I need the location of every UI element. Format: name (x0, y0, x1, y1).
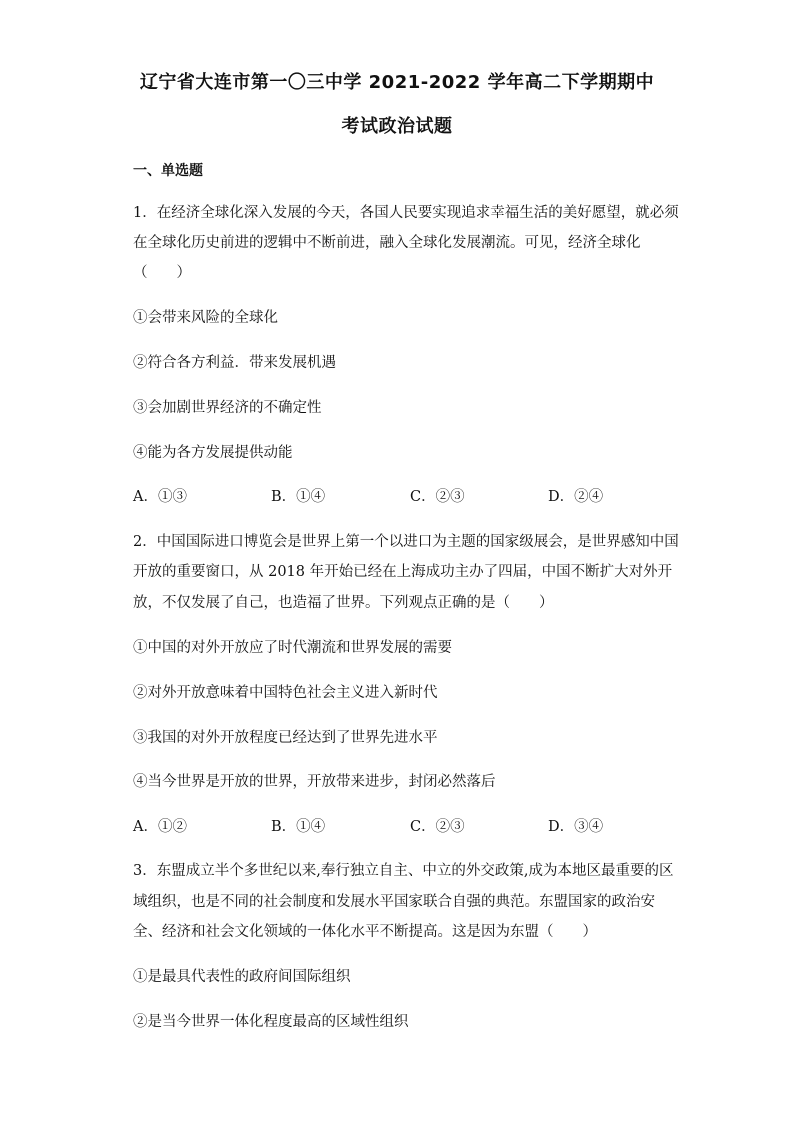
q3-stem-line-2: 域组织，也是不同的社会制度和发展水平国家联合自强的典范。东盟国家的政治安 (133, 894, 655, 910)
q2-item-4: ④当今世界是开放的世界，开放带来进步，封闭必然落后 (133, 774, 496, 790)
q2-item-3: ③我国的对外开放程度已经达到了世界先进水平 (133, 730, 438, 746)
q1-choice-d[interactable]: D．②④ (548, 489, 604, 505)
q2-stem-line-1: 2．中国国际进口博览会是世界上第一个以进口为主题的国家级展会，是世界感知中国 (133, 534, 679, 550)
q3-stem-line-1: 3．东盟成立半个多世纪以来,奉行独立自主、中立的外交政策,成为本地区最重要的区 (133, 863, 674, 879)
q2-choice-d[interactable]: D．③④ (548, 819, 604, 835)
q3-item-2: ②是当今世界一体化程度最高的区域性组织 (133, 1014, 409, 1030)
q1-choice-c[interactable]: C．②③ (410, 489, 465, 505)
q1-choice-b[interactable]: B．①④ (271, 489, 326, 505)
q3-item-1: ①是最具代表性的政府间国际组织 (133, 969, 351, 985)
q2-stem-line-3: 放，不仅发展了自己，也造福了世界。下列观点正确的是（ ） (133, 595, 554, 611)
section-heading: 一、单选题 (133, 163, 203, 179)
q2-stem-line-2: 开放的重要窗口，从 2018 年开始已经在上海成功主办了四届，中国不断扩大对外开 (133, 564, 673, 580)
q1-item-2: ②符合各方利益．带来发展机遇 (133, 355, 336, 371)
q1-item-4: ④能为各方发展提供动能 (133, 445, 293, 461)
document-title-line-1: 辽宁省大连市第一〇三中学 2021-2022 学年高二下学期期中 (139, 72, 655, 93)
document-title-line-2: 考试政治试题 (341, 116, 453, 137)
q1-choice-a[interactable]: A．①③ (133, 489, 187, 505)
q3-stem-line-3: 全、经济和社会文化领域的一体化水平不断提高。这是因为东盟（ ） (133, 924, 597, 940)
q1-item-1: ①会带来风险的全球化 (133, 310, 278, 326)
q2-item-2: ②对外开放意味着中国特色社会主义进入新时代 (133, 685, 438, 701)
q2-choice-a[interactable]: A．①② (133, 819, 187, 835)
q1-stem-line-3: （ ） (133, 265, 191, 281)
q1-item-3: ③会加剧世界经济的不确定性 (133, 400, 322, 416)
q2-choice-c[interactable]: C．②③ (410, 819, 465, 835)
q1-stem-line-1: 1．在经济全球化深入发展的今天，各国人民要实现追求幸福生活的美好愿望，就必须 (133, 205, 679, 221)
q1-stem-line-2: 在全球化历史前进的逻辑中不断前进，融入全球化发展潮流。可见，经济全球化 (133, 235, 641, 251)
q2-choice-b[interactable]: B．①④ (271, 819, 326, 835)
q2-item-1: ①中国的对外开放应了时代潮流和世界发展的需要 (133, 640, 452, 656)
